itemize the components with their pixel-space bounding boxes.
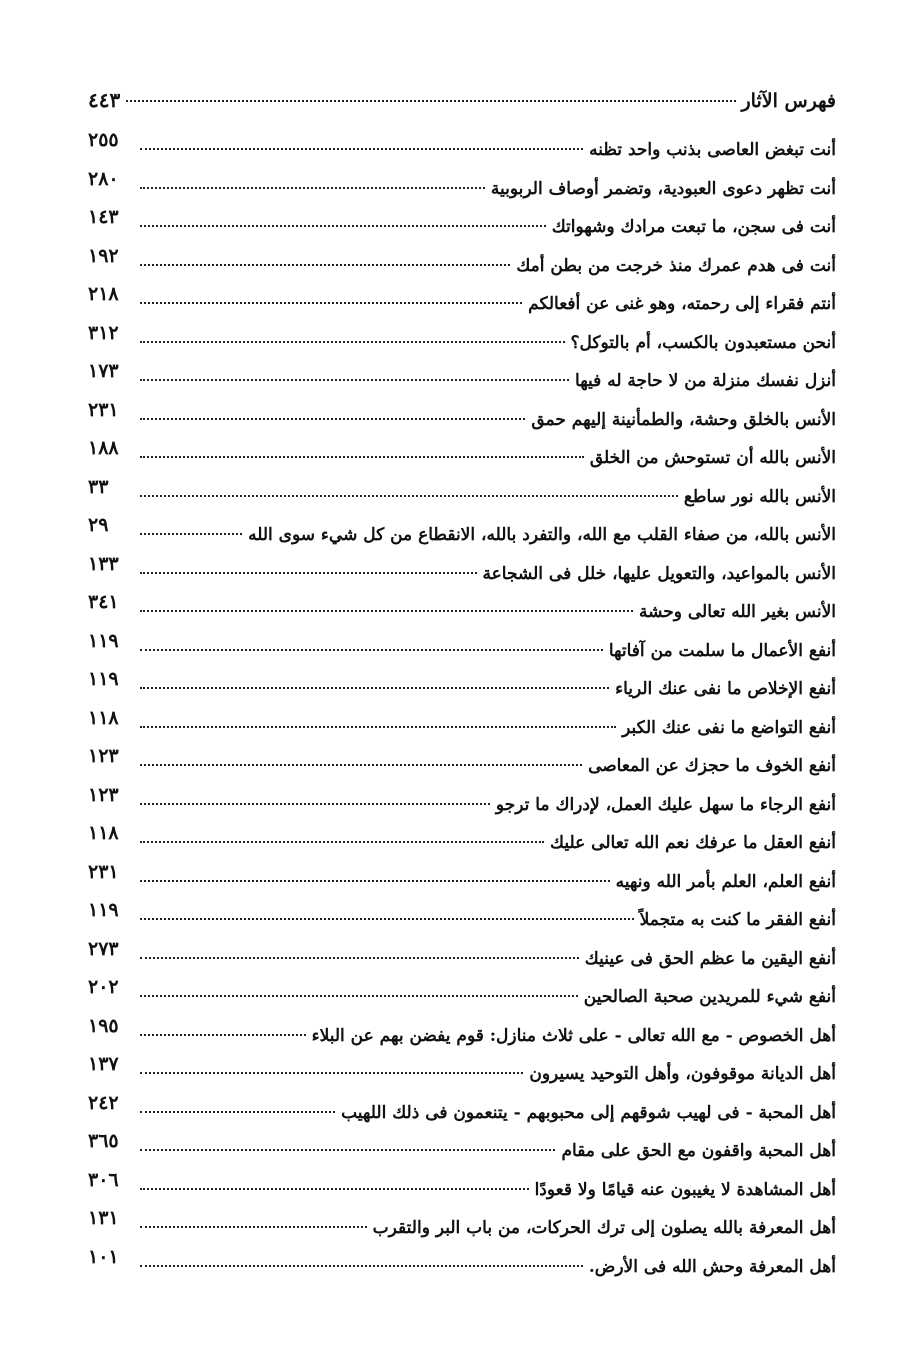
- dot-leader: [140, 610, 633, 612]
- entry-text: أهل المحبة واقفون مع الحق على مقام: [561, 1141, 836, 1161]
- entry-line: [88, 1103, 836, 1131]
- index-entry-list: [88, 130, 836, 1285]
- entry-page-number: ٢٣١: [88, 398, 119, 421]
- entry-text: أنت تبغض العاصى بذنب واحد تظنه: [589, 140, 836, 160]
- index-entry: [88, 207, 836, 246]
- dot-leader: [140, 456, 584, 458]
- entry-text: أهل المعرفة بالله يصلون إلى ترك الحركات، من باب البر والتقرب: [372, 1218, 836, 1238]
- index-entry: [88, 631, 836, 670]
- entry-line: [88, 679, 836, 707]
- entry-line: [88, 179, 836, 207]
- index-entry: [88, 1093, 836, 1132]
- entry-line: [88, 1218, 836, 1246]
- dot-leader: [140, 880, 610, 882]
- page-header: [88, 88, 836, 128]
- entry-line: [88, 1026, 836, 1054]
- index-entry: [88, 862, 836, 901]
- entry-text: أنفع العلم، العلم بأمر الله ونهيه: [615, 871, 836, 892]
- entry-page-number: ٢٧٣: [88, 937, 119, 960]
- dot-leader: [126, 100, 735, 102]
- entry-page-number: ١٢٣: [88, 783, 119, 806]
- entry-line: [88, 1257, 836, 1285]
- entry-page-number: ٢٩: [88, 514, 109, 536]
- entry-page-number: ٣٣: [88, 475, 109, 498]
- entry-line: [88, 448, 836, 476]
- dot-leader: [140, 1034, 306, 1036]
- index-entry: [88, 1170, 836, 1209]
- index-entry: [88, 785, 836, 824]
- entry-page-number: ٣٤١: [88, 591, 119, 613]
- index-entry: [88, 554, 836, 593]
- index-entry: [88, 900, 836, 939]
- index-entry: [88, 708, 836, 747]
- dot-leader: [140, 649, 603, 651]
- entry-line: [88, 795, 836, 823]
- dot-leader: [140, 187, 485, 189]
- entry-line: [88, 294, 836, 322]
- dot-leader: [140, 418, 525, 420]
- entry-page-number: ٢٠٢: [88, 976, 119, 998]
- entry-page-number: ١٤٣: [88, 206, 119, 228]
- entry-text: أنفع العقل ما عرفك نعم الله تعالى عليك: [550, 833, 836, 853]
- index-page: [88, 88, 836, 1285]
- entry-line: [88, 987, 836, 1015]
- entry-page-number: ٣١٢: [88, 321, 119, 344]
- entry-text: أنفع الرجاء ما سهل عليك العمل، لإدراك ما ترجو: [495, 794, 836, 815]
- entry-page-number: ١٢٣: [88, 745, 119, 767]
- dot-leader: [140, 841, 544, 843]
- page-number: ٤٤٣: [88, 88, 121, 112]
- dot-leader: [140, 764, 582, 766]
- entry-text: أهل الخصوص - مع الله تعالى - على ثلاث منازل: قوم يفضن بهم عن البلاء: [311, 1025, 836, 1046]
- dot-leader: [140, 803, 490, 805]
- entry-page-number: ١٠١: [88, 1245, 119, 1268]
- index-entry: [88, 169, 836, 208]
- entry-text: أنفع الإخلاص ما نفى عنك الرياء: [615, 679, 836, 699]
- index-entry: [88, 361, 836, 400]
- entry-text: الأنس بالله نور ساطع: [683, 486, 836, 507]
- index-entry: [88, 1054, 836, 1093]
- entry-text: أهل المشاهدة لا يغيبون عنه قيامًا ولا قعودًا: [534, 1179, 836, 1200]
- entry-page-number: ١٩٢: [88, 244, 119, 267]
- index-entry: [88, 323, 836, 362]
- entry-page-number: ١١٨: [88, 822, 119, 844]
- entry-page-number: ١١٩: [88, 629, 119, 652]
- entry-line: [88, 140, 836, 168]
- entry-text: أنحن مستعبدون بالكسب، أم بالتوكل؟: [570, 332, 836, 353]
- index-entry: [88, 400, 836, 439]
- entry-line: [88, 217, 836, 245]
- dot-leader: [140, 995, 578, 997]
- entry-line: [88, 756, 836, 784]
- index-entry: [88, 1247, 836, 1286]
- entry-line: [88, 333, 836, 361]
- dot-leader: [140, 341, 565, 343]
- dot-leader: [140, 264, 510, 266]
- index-entry: [88, 669, 836, 708]
- entry-line: [88, 718, 836, 746]
- entry-text: أنفع شيء للمريدين صحبة الصالحين: [583, 987, 836, 1007]
- dot-leader: [140, 379, 569, 381]
- dot-leader: [140, 148, 583, 150]
- index-entry: [88, 284, 836, 323]
- dot-leader: [140, 1265, 583, 1267]
- index-entry: [88, 823, 836, 862]
- dot-leader: [140, 225, 546, 227]
- entry-line: [88, 487, 836, 515]
- entry-text: أنفع الخوف ما حجزك عن المعاصى: [588, 756, 836, 776]
- dot-leader: [140, 1188, 529, 1190]
- entry-page-number: ١١٩: [88, 899, 119, 921]
- index-entry: [88, 438, 836, 477]
- entry-line: [88, 410, 836, 438]
- index-entry: [88, 977, 836, 1016]
- entry-text: الأنس بغير الله تعالى وحشة: [638, 602, 836, 622]
- page-title: فهرس الآثار: [741, 90, 836, 112]
- entry-page-number: ٣٠٦: [88, 1168, 119, 1191]
- dot-leader: [140, 1111, 335, 1113]
- entry-page-number: ٢٤٢: [88, 1091, 119, 1114]
- entry-line: [88, 602, 836, 630]
- index-entry: [88, 939, 836, 978]
- entry-text: أهل المحبة - فى لهيب شوقهم إلى محبوبهم - يتنعمون فى ذلك اللهيب: [341, 1102, 836, 1123]
- entry-text: الأنس بالخلق وحشة، والطمأنينة إليهم حمق: [531, 409, 836, 430]
- entry-line: [88, 1141, 836, 1169]
- entry-page-number: ١١٨: [88, 706, 119, 729]
- entry-page-number: ١٩٥: [88, 1014, 119, 1037]
- index-entry: [88, 1208, 836, 1247]
- entry-line: [88, 833, 836, 861]
- dot-leader: [140, 726, 616, 728]
- index-entry: [88, 1016, 836, 1055]
- entry-text: أنتم فقراء إلى رحمته، وهو غنى عن أفعالكم: [528, 294, 836, 314]
- entry-text: الأنس بالله أن تستوحش من الخلق: [589, 448, 836, 468]
- entry-text: أهل الديانة موقوفون، وأهل التوحيد يسيرون: [529, 1064, 836, 1084]
- dot-leader: [140, 918, 634, 920]
- entry-line: [88, 872, 836, 900]
- entry-line: [88, 371, 836, 399]
- entry-page-number: ١٧٣: [88, 360, 119, 382]
- entry-line: [88, 256, 836, 284]
- entry-text: أنزل نفسك منزلة من لا حاجة له فيها: [575, 371, 836, 391]
- entry-text: أنت فى سجن، ما تبعت مرادك وشهواتك: [551, 217, 836, 237]
- index-entry: [88, 246, 836, 285]
- dot-leader: [140, 495, 678, 497]
- entry-line: [88, 949, 836, 977]
- index-entry: [88, 515, 836, 554]
- index-entry: [88, 1131, 836, 1170]
- entry-page-number: ١٣٣: [88, 552, 119, 575]
- dot-leader: [140, 1226, 367, 1228]
- entry-page-number: ٢١٨: [88, 283, 119, 305]
- dot-leader: [140, 572, 477, 574]
- index-entry: [88, 592, 836, 631]
- entry-text: أنفع اليقين ما عظم الحق فى عينيك: [584, 948, 836, 969]
- entry-line: [88, 1180, 836, 1208]
- dot-leader: [140, 302, 522, 304]
- dot-leader: [140, 687, 609, 689]
- entry-line: [88, 641, 836, 669]
- dot-leader: [140, 1149, 555, 1151]
- entry-text: الأنس بالله، من صفاء القلب مع الله، والتفرد بالله، الانقطاع من كل شيء سوى الله: [248, 525, 836, 545]
- entry-page-number: ١٨٨: [88, 437, 119, 459]
- entry-text: أنت تظهر دعوى العبودية، وتضمر أوصاف الربوبية: [490, 178, 836, 199]
- entry-page-number: ١٣٧: [88, 1053, 119, 1075]
- entry-page-number: ٢٥٥: [88, 129, 119, 151]
- entry-text: أهل المعرفة وحش الله فى الأرض.: [588, 1256, 836, 1277]
- dot-leader: [140, 957, 579, 959]
- index-entry: [88, 477, 836, 516]
- dot-leader: [140, 533, 242, 535]
- index-entry: [88, 746, 836, 785]
- entry-text: الأنس بالمواعيد، والتعويل عليها، خلل فى الشجاعة: [482, 563, 836, 584]
- entry-text: أنفع الأعمال ما سلمت من آفاتها: [608, 640, 836, 661]
- entry-line: [88, 1064, 836, 1092]
- entry-page-number: ٣٦٥: [88, 1130, 119, 1152]
- entry-page-number: ٢٨٠: [88, 167, 119, 190]
- entry-page-number: ٢٣١: [88, 860, 119, 883]
- entry-line: [88, 525, 836, 553]
- entry-page-number: ١٣١: [88, 1207, 119, 1229]
- entry-line: [88, 910, 836, 938]
- entry-page-number: ١١٩: [88, 668, 119, 690]
- entry-text: أنفع الفقر ما كنت به متجملاً: [639, 910, 836, 930]
- dot-leader: [140, 1072, 523, 1074]
- entry-text: أنفع التواضع ما نفى عنك الكبر: [622, 717, 836, 738]
- entry-line: [88, 564, 836, 592]
- entry-text: أنت فى هدم عمرك منذ خرجت من بطن أمك: [516, 255, 836, 276]
- index-entry: [88, 130, 836, 169]
